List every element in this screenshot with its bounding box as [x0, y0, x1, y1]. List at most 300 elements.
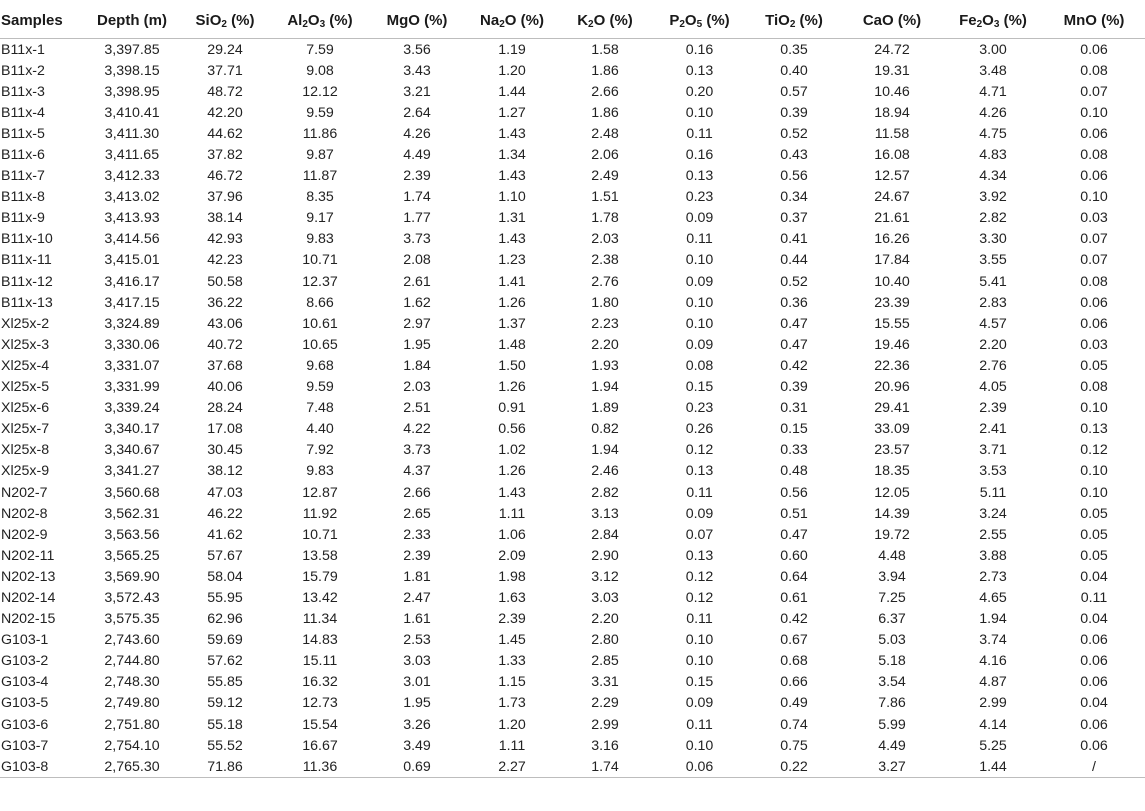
value-cell: 0.51: [780, 505, 808, 522]
value-cell: 8.66: [306, 294, 334, 311]
value-cell: 0.22: [747, 756, 841, 778]
value-cell: 0.09: [685, 273, 714, 290]
value-cell: 1.58: [591, 41, 619, 58]
value-cell: 0.11: [686, 611, 713, 628]
value-cell: 0.31: [780, 400, 808, 417]
table-row: [0, 756, 1145, 778]
value-cell: 0.64: [780, 568, 808, 585]
column-header: $Na_2O$ (%): [466, 2, 558, 39]
table-row: [0, 609, 1145, 630]
column-header: $Fe_2O_3$ (%): [943, 2, 1043, 39]
value-cell: 2.09: [498, 547, 526, 564]
sample-cell: G103-7: [1, 737, 49, 754]
value-cell: 2.82: [979, 210, 1007, 227]
header-row: [0, 2, 1145, 39]
value-cell: 10.65: [302, 336, 338, 353]
value-cell: 0.75: [780, 737, 808, 754]
sample-cell: G103-2: [1, 653, 49, 670]
value-cell: 4.34: [979, 168, 1007, 185]
value-cell: 1.26: [498, 463, 526, 480]
table-row: [0, 735, 1145, 756]
value-cell: 0.09: [685, 210, 714, 227]
value-cell: 5.03: [878, 632, 906, 649]
value-cell: 62.96: [207, 611, 243, 628]
column-header: TiO$_2$ (%): [747, 2, 841, 39]
value-cell: 0.35: [780, 41, 808, 58]
value-cell: 2.46: [591, 463, 619, 480]
sample-cell: B11x-5: [1, 125, 45, 142]
value-cell: 3,331.07: [104, 357, 160, 374]
sample-cell: G103-8: [0, 756, 86, 778]
value-cell: 2.03: [403, 379, 431, 396]
value-cell: 5.99: [878, 716, 906, 733]
value-cell: 2.73: [979, 568, 1007, 585]
value-cell: 9.17: [306, 210, 334, 227]
value-cell: 3.13: [591, 505, 619, 522]
column-header: MgO (%): [368, 2, 466, 39]
value-cell: 3,562.31: [104, 505, 160, 522]
column-header: $P_2O_5$ (%): [652, 2, 747, 39]
value-cell: 0.13: [685, 168, 714, 185]
value-cell: 3,398.95: [104, 83, 160, 100]
value-cell: 43.06: [207, 315, 243, 332]
value-cell: 0.15: [685, 674, 714, 691]
sample-cell: N202-11: [1, 547, 55, 564]
value-cell: 3.03: [591, 589, 619, 606]
value-cell: 0.07: [1080, 83, 1108, 100]
value-cell: 1.43: [498, 168, 526, 185]
value-cell: 48.72: [207, 83, 243, 100]
value-cell: 1.02: [498, 442, 526, 459]
value-cell: 0.42: [780, 611, 808, 628]
value-cell: 2.08: [403, 252, 431, 269]
value-cell: 0.44: [780, 252, 808, 269]
value-cell: 1.51: [591, 189, 619, 206]
value-cell: 0.23: [685, 400, 714, 417]
value-cell: 20.96: [874, 379, 910, 396]
value-cell: 29.41: [874, 400, 910, 417]
value-cell: 50.58: [207, 273, 243, 290]
table-row: [0, 313, 1145, 334]
column-header: Depth (m): [86, 2, 178, 39]
value-cell: 2.06: [591, 147, 619, 164]
table-row: [0, 292, 1145, 313]
value-cell: 0.66: [780, 674, 808, 691]
value-cell: 15.54: [302, 716, 338, 733]
value-cell: 0.91: [498, 400, 526, 417]
value-cell: 1.86: [591, 104, 619, 121]
value-cell: 1.94: [591, 379, 619, 396]
value-cell: 0.08: [1080, 273, 1108, 290]
value-cell: 2.39: [498, 611, 526, 628]
value-cell: 10.71: [302, 526, 338, 543]
value-cell: 46.22: [207, 505, 243, 522]
value-cell: 2.39: [979, 400, 1007, 417]
value-cell: 3.71: [979, 442, 1007, 459]
column-header: $Al_2O_3$ (%): [272, 2, 368, 39]
value-cell: 3.03: [403, 653, 431, 670]
value-cell: 1.63: [498, 589, 526, 606]
value-cell: 3.48: [979, 62, 1007, 79]
value-cell: 2,748.30: [104, 674, 160, 691]
table-row: [0, 355, 1145, 376]
value-cell: 0.41: [780, 231, 808, 248]
value-cell: 0.61: [780, 589, 808, 606]
value-cell: 0.05: [1080, 357, 1108, 374]
sample-cell: B11x-3: [1, 83, 45, 100]
value-cell: 1.26: [498, 294, 526, 311]
sample-cell: N202-15: [1, 611, 56, 628]
value-cell: 4.14: [979, 716, 1007, 733]
value-cell: 55.85: [207, 674, 243, 691]
value-cell: 0.08: [1080, 147, 1108, 164]
table-row: [0, 187, 1145, 208]
value-cell: 0.12: [1080, 442, 1108, 459]
value-cell: 38.14: [207, 210, 243, 227]
value-cell: 3.16: [591, 737, 619, 754]
value-cell: 0.33: [780, 442, 808, 459]
table-row: [0, 672, 1145, 693]
value-cell: 0.09: [685, 336, 714, 353]
value-cell: 0.10: [685, 737, 714, 754]
value-cell: 2.33: [403, 526, 431, 543]
column-header: SiO$_2$ (%): [178, 2, 272, 39]
value-cell: 1.44: [943, 756, 1043, 778]
table-row: [0, 39, 1145, 61]
table-row: [0, 398, 1145, 419]
value-cell: 42.20: [207, 104, 243, 121]
value-cell: 30.45: [207, 442, 243, 459]
sample-cell: Xl25x-9: [1, 463, 50, 480]
value-cell: 5.41: [979, 273, 1007, 290]
table-row: [0, 566, 1145, 587]
value-cell: 5.25: [979, 737, 1007, 754]
value-cell: 71.86: [178, 756, 272, 778]
value-cell: 0.12: [685, 589, 714, 606]
sample-cell: B11x-7: [1, 168, 45, 185]
value-cell: 0.10: [685, 315, 714, 332]
value-cell: 3.92: [979, 189, 1007, 206]
value-cell: 2.29: [591, 695, 619, 712]
value-cell: 46.72: [207, 168, 243, 185]
value-cell: 1.50: [498, 357, 526, 374]
value-cell: 7.92: [306, 442, 334, 459]
value-cell: 3,413.02: [104, 189, 160, 206]
value-cell: 0.10: [1080, 189, 1108, 206]
value-cell: 0.57: [780, 83, 808, 100]
value-cell: 11.86: [302, 125, 338, 142]
value-cell: 1.45: [498, 632, 526, 649]
value-cell: 2.55: [979, 526, 1007, 543]
value-cell: 0.08: [685, 357, 714, 374]
value-cell: 8.35: [306, 189, 334, 206]
value-cell: 3,417.15: [104, 294, 160, 311]
value-cell: 2.84: [591, 526, 619, 543]
value-cell: 3,411.65: [104, 147, 160, 164]
value-cell: 3.00: [979, 41, 1007, 58]
value-cell: 12.73: [302, 695, 338, 712]
value-cell: 2.65: [403, 505, 431, 522]
sample-cell: Xl25x-3: [1, 336, 50, 353]
value-cell: 0.05: [1080, 526, 1108, 543]
sample-cell: B11x-12: [1, 273, 53, 290]
value-cell: 0.13: [685, 547, 714, 564]
value-cell: 4.49: [878, 737, 906, 754]
value-cell: 3,340.17: [104, 421, 160, 438]
value-cell: 10.40: [874, 273, 910, 290]
sample-cell: Xl25x-8: [1, 442, 50, 459]
value-cell: 1.86: [591, 62, 619, 79]
value-cell: 55.95: [207, 589, 243, 606]
value-cell: 1.94: [979, 611, 1007, 628]
value-cell: 0.60: [780, 547, 808, 564]
table-row: [0, 334, 1145, 355]
value-cell: 3.49: [403, 737, 431, 754]
value-cell: 0.47: [780, 336, 808, 353]
value-cell: 0.43: [780, 147, 808, 164]
value-cell: 3,411.30: [104, 125, 160, 142]
value-cell: 1.26: [498, 379, 526, 396]
table-row: [0, 60, 1145, 81]
value-cell: 7.48: [306, 400, 334, 417]
value-cell: 1.20: [498, 716, 526, 733]
value-cell: 23.39: [874, 294, 910, 311]
value-cell: 3,410.41: [104, 104, 160, 121]
value-cell: 3,563.56: [104, 526, 160, 543]
sample-cell: Xl25x-4: [1, 357, 50, 374]
geochemistry-table: [0, 2, 1145, 778]
value-cell: 1.78: [591, 210, 619, 227]
value-cell: 2.03: [591, 231, 619, 248]
value-cell: 16.08: [874, 147, 910, 164]
value-cell: 33.09: [874, 421, 910, 438]
value-cell: 4.05: [979, 379, 1007, 396]
value-cell: 1.61: [403, 611, 431, 628]
table-row: [0, 208, 1145, 229]
value-cell: 3.43: [403, 62, 431, 79]
value-cell: 0.10: [1080, 484, 1108, 501]
value-cell: 7.25: [878, 589, 906, 606]
value-cell: 0.11: [686, 484, 713, 501]
value-cell: 0.04: [1080, 695, 1108, 712]
sample-cell: N202-14: [1, 589, 56, 606]
value-cell: 37.71: [207, 62, 243, 79]
value-cell: 1.43: [498, 484, 526, 501]
value-cell: 4.49: [403, 147, 431, 164]
value-cell: 1.74: [403, 189, 431, 206]
value-cell: 3,575.35: [104, 611, 160, 628]
sample-cell: B11x-8: [1, 189, 45, 206]
table-row: [0, 524, 1145, 545]
value-cell: 59.12: [207, 695, 243, 712]
sample-cell: B11x-10: [1, 231, 53, 248]
value-cell: 4.26: [403, 125, 431, 142]
value-cell: 9.68: [306, 357, 334, 374]
value-cell: 1.20: [498, 62, 526, 79]
value-cell: 1.43: [498, 231, 526, 248]
value-cell: 0.05: [1080, 547, 1108, 564]
table-row: [0, 587, 1145, 608]
value-cell: 59.69: [207, 632, 243, 649]
value-cell: 3.74: [979, 632, 1007, 649]
value-cell: 3.73: [403, 231, 431, 248]
value-cell: 0.10: [1080, 463, 1108, 480]
value-cell: 0.13: [685, 463, 714, 480]
value-cell: 3,397.85: [104, 41, 160, 58]
value-cell: 24.67: [874, 189, 910, 206]
value-cell: 55.18: [207, 716, 243, 733]
value-cell: 0.06: [1080, 653, 1108, 670]
value-cell: 2.51: [403, 400, 431, 417]
value-cell: 0.12: [685, 568, 714, 585]
value-cell: 0.39: [780, 104, 808, 121]
value-cell: 57.67: [207, 547, 243, 564]
value-cell: 0.39: [780, 379, 808, 396]
value-cell: 10.71: [302, 252, 338, 269]
value-cell: 29.24: [207, 41, 243, 58]
value-cell: 0.36: [780, 294, 808, 311]
value-cell: 10.61: [302, 315, 338, 332]
value-cell: 2.90: [591, 547, 619, 564]
value-cell: 3,331.99: [104, 379, 160, 396]
value-cell: 3,414.56: [104, 231, 160, 248]
value-cell: 0.11: [686, 716, 713, 733]
value-cell: 2.23: [591, 315, 619, 332]
value-cell: 0.23: [685, 189, 714, 206]
value-cell: 0.10: [685, 104, 714, 121]
value-cell: 0.74: [780, 716, 808, 733]
value-cell: 1.48: [498, 336, 526, 353]
sample-cell: G103-1: [1, 632, 49, 649]
value-cell: 11.92: [302, 505, 338, 522]
value-cell: /: [1043, 756, 1145, 778]
value-cell: 1.31: [498, 210, 526, 227]
value-cell: 0.06: [1080, 125, 1108, 142]
value-cell: 0.40: [780, 62, 808, 79]
value-cell: 3,398.15: [104, 62, 160, 79]
value-cell: 2.82: [591, 484, 619, 501]
value-cell: 0.11: [1080, 589, 1108, 606]
value-cell: 3,324.89: [104, 315, 160, 332]
value-cell: 12.57: [874, 168, 910, 185]
value-cell: 2.27: [466, 756, 558, 778]
table-row: [0, 651, 1145, 672]
value-cell: 2.66: [591, 83, 619, 100]
value-cell: 4.71: [979, 83, 1007, 100]
table-row: [0, 102, 1145, 123]
sample-cell: N202-9: [1, 526, 48, 543]
sample-cell: B11x-11: [1, 252, 52, 269]
table-row: [0, 271, 1145, 292]
value-cell: 3,572.43: [104, 589, 160, 606]
value-cell: 1.62: [403, 294, 431, 311]
value-cell: 36.22: [207, 294, 243, 311]
value-cell: 17.08: [207, 421, 243, 438]
value-cell: 12.37: [302, 273, 338, 290]
value-cell: 9.08: [306, 62, 334, 79]
value-cell: 2.99: [979, 695, 1007, 712]
table-row: [0, 693, 1145, 714]
value-cell: 0.52: [780, 273, 808, 290]
value-cell: 1.81: [403, 568, 431, 585]
value-cell: 2.47: [403, 589, 431, 606]
value-cell: 0.05: [1080, 505, 1108, 522]
value-cell: 0.16: [685, 41, 714, 58]
table-row: [0, 81, 1145, 102]
value-cell: 4.83: [979, 147, 1007, 164]
value-cell: 6.37: [878, 611, 906, 628]
value-cell: 13.42: [302, 589, 338, 606]
table-row: [0, 166, 1145, 187]
value-cell: 13.58: [302, 547, 338, 564]
value-cell: 9.59: [306, 379, 334, 396]
value-cell: 3,340.67: [104, 442, 160, 459]
column-header: CaO (%): [841, 2, 943, 39]
value-cell: 0.49: [780, 695, 808, 712]
value-cell: 11.87: [302, 168, 338, 185]
value-cell: 3.31: [591, 674, 619, 691]
sample-cell: Xl25x-2: [1, 315, 50, 332]
value-cell: 1.27: [498, 104, 526, 121]
table-body: [0, 39, 1145, 778]
value-cell: 0.47: [780, 526, 808, 543]
sample-cell: N202-8: [1, 505, 48, 522]
value-cell: 1.11: [498, 505, 526, 522]
value-cell: 24.72: [874, 41, 910, 58]
value-cell: 16.32: [302, 674, 338, 691]
value-cell: 0.56: [498, 421, 526, 438]
value-cell: 1.34: [498, 147, 526, 164]
value-cell: 2.20: [591, 611, 619, 628]
value-cell: 2.20: [979, 336, 1007, 353]
value-cell: 2,744.80: [104, 653, 160, 670]
value-cell: 16.26: [874, 231, 910, 248]
value-cell: 3,413.93: [104, 210, 160, 227]
value-cell: 0.06: [1080, 632, 1108, 649]
value-cell: 1.80: [591, 294, 619, 311]
table-row: [0, 144, 1145, 165]
value-cell: 3.24: [979, 505, 1007, 522]
value-cell: 41.62: [207, 526, 243, 543]
value-cell: 2.39: [403, 168, 431, 185]
value-cell: 0.11: [686, 125, 713, 142]
value-cell: 2.48: [591, 125, 619, 142]
value-cell: 2.64: [403, 104, 431, 121]
value-cell: 3.88: [979, 547, 1007, 564]
value-cell: 9.59: [306, 104, 334, 121]
value-cell: 0.08: [1080, 62, 1108, 79]
value-cell: 2.80: [591, 632, 619, 649]
value-cell: 4.40: [306, 421, 334, 438]
value-cell: 0.56: [780, 484, 808, 501]
value-cell: 1.73: [498, 695, 526, 712]
value-cell: 23.57: [874, 442, 910, 459]
value-cell: 3.54: [878, 674, 906, 691]
value-cell: 1.19: [498, 41, 526, 58]
value-cell: 0.52: [780, 125, 808, 142]
value-cell: 0.10: [685, 632, 714, 649]
sample-cell: Xl25x-6: [1, 400, 50, 417]
value-cell: 2,751.80: [104, 716, 160, 733]
value-cell: 3.53: [979, 463, 1007, 480]
value-cell: 0.11: [686, 231, 713, 248]
value-cell: 1.94: [591, 442, 619, 459]
value-cell: 0.06: [1080, 716, 1108, 733]
value-cell: 4.37: [403, 463, 431, 480]
value-cell: 2.76: [591, 273, 619, 290]
value-cell: 12.87: [302, 484, 338, 501]
value-cell: 18.35: [874, 463, 910, 480]
